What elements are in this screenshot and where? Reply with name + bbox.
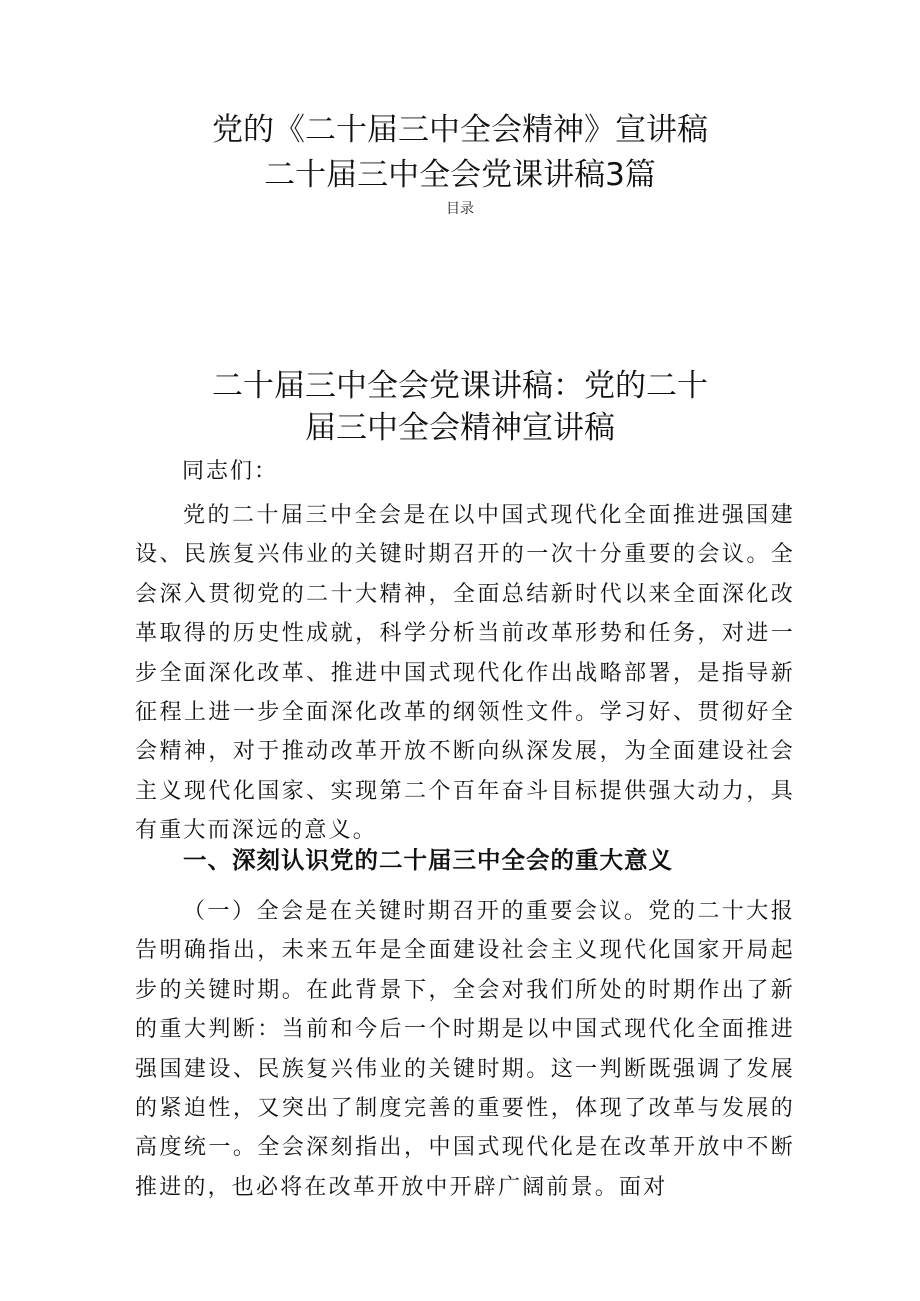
document-title-line2: 二十届三中全会党课讲稿3篇 xyxy=(264,157,656,193)
section-heading-1: 一、深刻认识党的二十届三中全会的重大意义 xyxy=(183,846,673,874)
greeting: 同志们： xyxy=(182,459,279,484)
section-title-line2: 届三中全会精神宣讲稿 xyxy=(305,410,615,446)
document-title-line1: 党的《二十届三中全会精神》宣讲稿 xyxy=(212,112,708,148)
body-paragraph-2: （一）全会是在关键时期召开的重要会议。党的二十大报告明确指出，未来五年是全面建设社会主义现代化国家开局起步的关键时期。在此背景下，全会对我们所处的时期作出了新的重大判断：当前和今后一个时期是以中国式现代化全面推进强国建设、民族复兴伟业的关键时期。这一判断既强调了发展的紧迫性，又突出了制度完善的重要性，体现了改革与发展的高度统一。全会深刻指出，中国式现代化是在改革开放中不断推进的，也必将在改革开放中开辟广阔前景。面对 xyxy=(135,899,795,1200)
section-title-line1: 二十届三中全会党课讲稿：党的二十 xyxy=(212,368,708,404)
toc-label[interactable]: 目录 xyxy=(446,201,474,217)
body-paragraph-1: 党的二十届三中全会是在以中国式现代化全面推进强国建设、民族复兴伟业的关键时期召开的一次十分重要的会议。全会深入贯彻党的二十大精神，全面总结新时代以来全面深化改革取得的历史性成就，科学分析当前改革形势和任务，对进一步全面深化改革、推进中国式现代化作出战略部署，是指导新征程上进一步全面深化改革的纲领性文件。学习好、贯彻好全会精神，对于推动改革开放不断向纵深发展，为全面建设社会主义现代化国家、实现第二个百年奋斗目标提供强大动力，具有重大而深远的意义。 xyxy=(135,503,795,844)
